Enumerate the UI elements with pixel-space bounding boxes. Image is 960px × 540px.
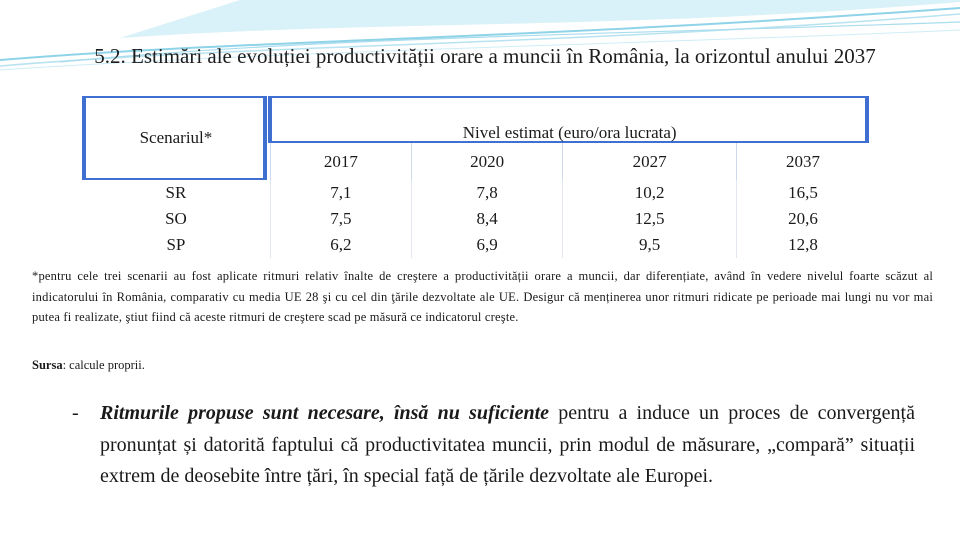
bullet-paragraph <box>72 398 915 493</box>
scenario-cell: SP <box>82 232 270 258</box>
value-cell: 12,8 <box>736 232 869 258</box>
bullet-text: pentru a induce un proces de convergență pronunțat și datorită faptului că productivitatea muncii, prin modul de măsurare, „compară” situații extrem de deosebite între țări, în special față de țările dezvoltate ale Europei. <box>100 402 915 487</box>
value-cell: 9,5 <box>563 232 737 258</box>
value-cell: 7,8 <box>412 180 563 206</box>
productivity-table <box>82 96 869 258</box>
year-header: 2020 <box>412 143 563 180</box>
value-cell: 16,5 <box>736 180 869 206</box>
table-row <box>82 180 869 206</box>
value-cell: 20,6 <box>736 206 869 232</box>
source-text: : calcule proprii. <box>62 358 145 372</box>
year-header: 2037 <box>736 143 869 180</box>
table-row <box>82 206 869 232</box>
bullet-dash: - <box>72 402 79 424</box>
scenario-cell: SO <box>82 206 270 232</box>
year-header: 2027 <box>563 143 737 180</box>
value-cell: 12,5 <box>563 206 737 232</box>
source-line <box>32 356 145 374</box>
source-label: Sursa <box>32 358 63 372</box>
value-cell: 7,1 <box>270 180 411 206</box>
table-row <box>82 232 869 258</box>
slide-title: 5.2. Estimări ale evoluției productivității orare a muncii în România, la orizontul anului 2037 <box>94 44 876 68</box>
scenario-header: Scenariul* <box>139 128 213 147</box>
value-cell: 8,4 <box>412 206 563 232</box>
value-cell: 6,9 <box>412 232 563 258</box>
value-cell: 10,2 <box>563 180 737 206</box>
group-header: Nivel estimat (euro/ora lucrata) <box>462 123 677 143</box>
table-footnote: *pentru cele trei scenarii au fost aplicate ritmuri relativ înalte de creştere a productivității orare a muncii, dar diferențiate, având în vedere nivelul foarte scăzut al indicatorului în România, comparativ cu media UE 28 şi cu cel din ţările dezvoltate ale UE. Desigur că menținerea unor ritmuri ridicate pe perioade mai lungi nu vor mai putea fi realizate, ştiut fiind că aceste ritmuri de creştere scad pe măsură ce indicatorul creşte. <box>32 269 933 324</box>
bullet-emphasis: Ritmurile propuse sunt necesare, însă nu suficiente <box>100 402 550 424</box>
value-cell: 7,5 <box>270 206 411 232</box>
year-header: 2017 <box>270 143 411 180</box>
value-cell: 6,2 <box>270 232 411 258</box>
scenario-cell: SR <box>82 180 270 206</box>
